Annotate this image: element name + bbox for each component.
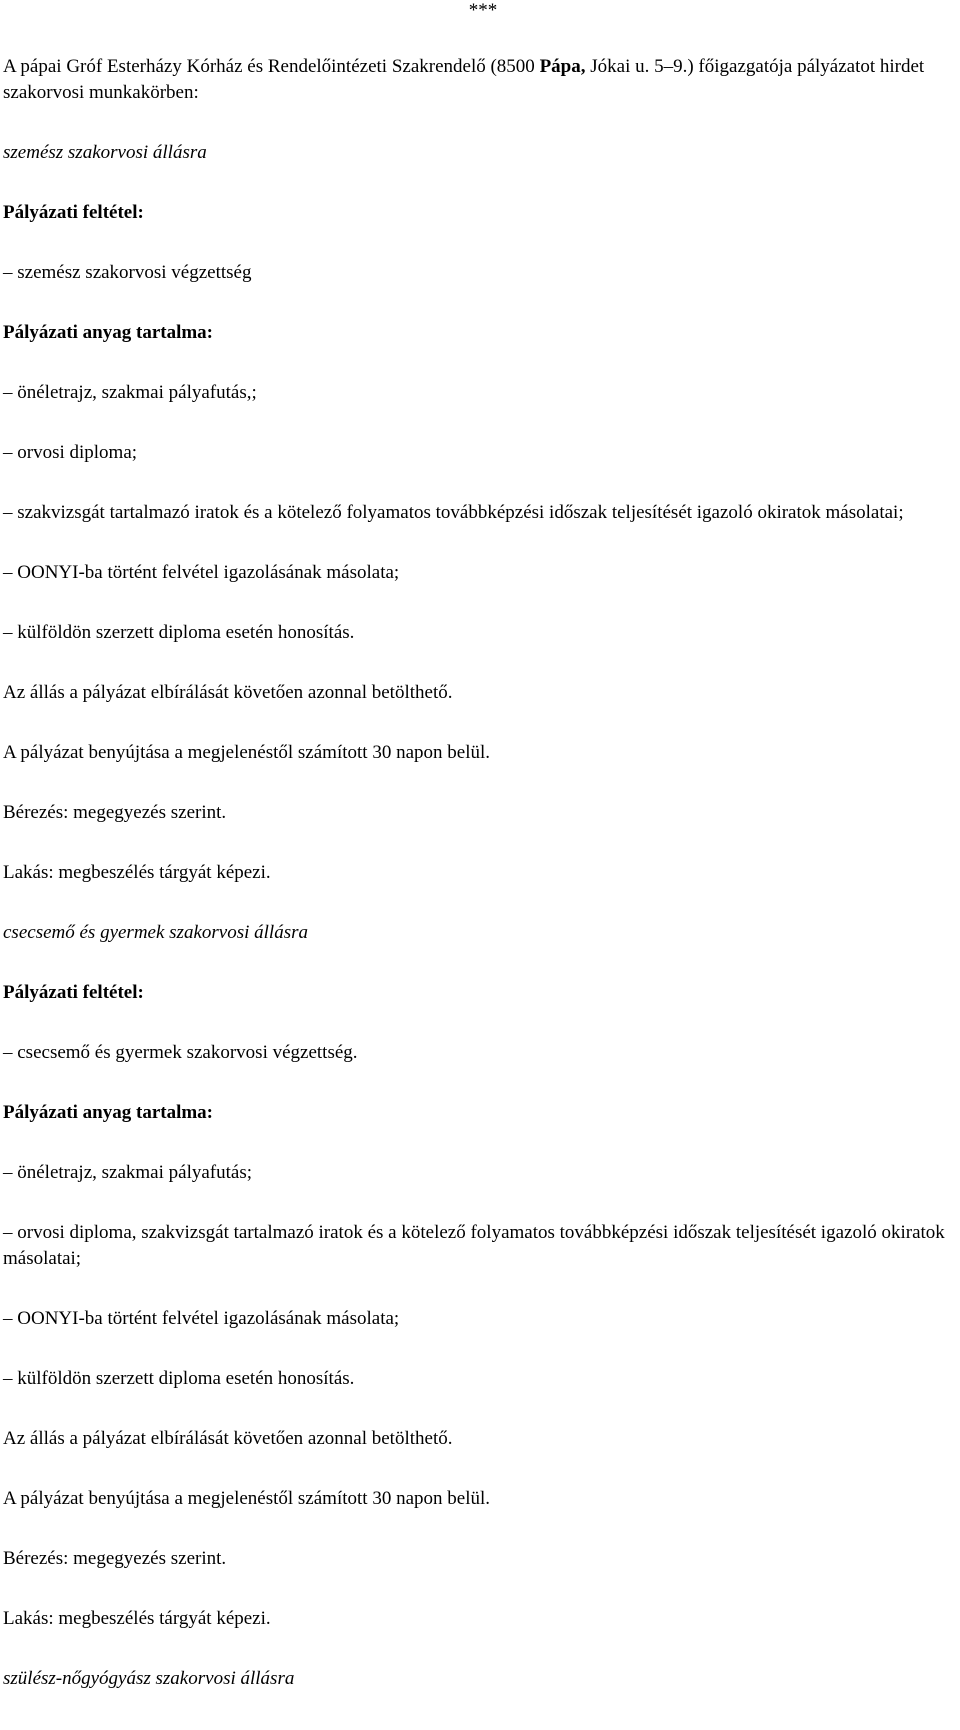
section2-position: csecsemő és gyermek szakorvosi állásra: [3, 922, 308, 943]
section2-material-item: – önéletrajz, szakmai pályafutás;: [3, 1162, 253, 1183]
separator-stars: ***: [468, 0, 498, 21]
section1-material-item: – önéletrajz, szakmai pályafutás,;: [3, 382, 257, 403]
section2-material-item: – OONYI-ba történt felvétel igazolásának másolata;: [3, 1308, 400, 1329]
section2-note: Lakás: megbeszélés tárgyát képezi.: [3, 1608, 271, 1629]
intro-city: Pápa,: [539, 56, 586, 77]
section2-note: Az állás a pályázat elbírálását követően azonnal betölthető.: [3, 1428, 453, 1449]
intro-paragraph: [3, 54, 953, 106]
section1-note: Az állás a pályázat elbírálását követően azonnal betölthető.: [3, 682, 453, 703]
section2-note: Bérezés: megegyezés szerint.: [3, 1548, 227, 1569]
section1-note: A pályázat benyújtása a megjelenéstől számított 30 napon belül.: [3, 742, 490, 763]
section1-condition-item: – szemész szakorvosi végzettség: [3, 262, 252, 283]
intro-text-2: Jókai u. 5–9.) főigazgatója pályázatot hirdet szakorvosi munkakörben:: [3, 56, 925, 103]
section1-material-item: – szakvizsgát tartalmazó iratok és a kötelező folyamatos továbbképzési időszak teljesítését igazoló okiratok másolatai;: [3, 502, 904, 523]
section2-material-heading: Pályázati anyag tartalma:: [3, 1102, 214, 1123]
section1-material-item: – külföldön szerzett diploma esetén honosítás.: [3, 622, 355, 643]
section2-material-item: – külföldön szerzett diploma esetén honosítás.: [3, 1368, 355, 1389]
section2-note: A pályázat benyújtása a megjelenéstől számított 30 napon belül.: [3, 1488, 490, 1509]
document-body: [3, 0, 953, 1692]
section2-material-item: – orvosi diploma, szakvizsgát tartalmazó iratok és a kötelező folyamatos továbbképzési időszak teljesítését igazoló okiratok másolatai;: [3, 1222, 945, 1269]
section1-position: szemész szakorvosi állásra: [3, 142, 207, 163]
section2-condition-item: – csecsemő és gyermek szakorvosi végzettség.: [3, 1042, 358, 1063]
section1-material-item: – orvosi diploma;: [3, 442, 138, 463]
section2-condition-heading: Pályázati feltétel:: [3, 982, 144, 1003]
section1-note: Bérezés: megegyezés szerint.: [3, 802, 227, 823]
section3-position: szülész-nőgyógyász szakorvosi állásra: [3, 1668, 295, 1689]
intro-text-1: A pápai Gróf Esterházy Kórház és Rendelőintézeti Szakrendelő (8500: [3, 56, 540, 77]
section1-material-item: – OONYI-ba történt felvétel igazolásának másolata;: [3, 562, 400, 583]
section1-condition-heading: Pályázati feltétel:: [3, 202, 144, 223]
section1-note: Lakás: megbeszélés tárgyát képezi.: [3, 862, 271, 883]
section1-material-heading: Pályázati anyag tartalma:: [3, 322, 214, 343]
